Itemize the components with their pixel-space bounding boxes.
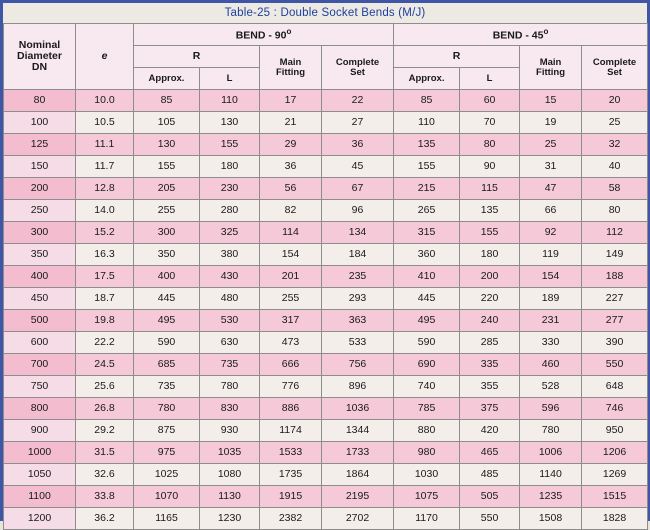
table-cell: 550 — [460, 508, 520, 530]
table-cell: 134 — [322, 222, 394, 244]
table-cell: 11.7 — [76, 156, 134, 178]
table-cell: 58 — [582, 178, 648, 200]
table-row — [4, 508, 648, 530]
table-cell: 31 — [520, 156, 582, 178]
table-cell: 96 — [322, 200, 394, 222]
table-cell: 70 — [460, 112, 520, 134]
table-cell: 1140 — [520, 464, 582, 486]
cell-nominal-diameter: 250 — [4, 200, 76, 222]
table-cell: 980 — [394, 442, 460, 464]
degree-sign-icon: o — [286, 26, 292, 36]
table-cell: 756 — [322, 354, 394, 376]
cell-nominal-diameter: 900 — [4, 420, 76, 442]
table-cell: 1735 — [260, 464, 322, 486]
table-cell: 36 — [260, 156, 322, 178]
cell-nominal-diameter: 350 — [4, 244, 76, 266]
table-cell: 255 — [260, 288, 322, 310]
header-cs90-line1: Complete — [335, 56, 380, 68]
header-approx-45: Approx. — [394, 68, 460, 90]
table-cell: 105 — [134, 112, 200, 134]
table-cell: 746 — [582, 398, 648, 420]
degree-sign-icon: o — [543, 26, 549, 36]
table-cell: 280 — [200, 200, 260, 222]
table-cell: 300 — [134, 222, 200, 244]
table-cell: 32 — [582, 134, 648, 156]
table-cell: 1230 — [200, 508, 260, 530]
header-cs45-line1: Complete — [592, 56, 637, 68]
header-l-90: L — [200, 68, 260, 90]
header-main-fitting-45 — [520, 46, 582, 90]
table-cell: 24.5 — [76, 354, 134, 376]
table-cell: 1036 — [322, 398, 394, 420]
table-cell: 26.8 — [76, 398, 134, 420]
table-cell: 505 — [460, 486, 520, 508]
table-cell: 780 — [200, 376, 260, 398]
table-cell: 80 — [460, 134, 520, 156]
table-cell: 317 — [260, 310, 322, 332]
page-title: Table-25 : Double Socket Bends (M/J) — [3, 3, 647, 23]
table-cell: 1733 — [322, 442, 394, 464]
table-cell: 550 — [582, 354, 648, 376]
header-mf45-line1: Main — [539, 56, 562, 68]
table-cell: 410 — [394, 266, 460, 288]
table-cell: 1533 — [260, 442, 322, 464]
header-complete-set-45 — [582, 46, 648, 90]
table-cell: 363 — [322, 310, 394, 332]
table-cell: 36.2 — [76, 508, 134, 530]
table-cell: 19.8 — [76, 310, 134, 332]
table-cell: 1864 — [322, 464, 394, 486]
table-cell: 10.0 — [76, 90, 134, 112]
table-row — [4, 90, 648, 112]
table-cell: 110 — [394, 112, 460, 134]
cell-nominal-diameter: 1000 — [4, 442, 76, 464]
table-cell: 201 — [260, 266, 322, 288]
table-cell: 18.7 — [76, 288, 134, 310]
table-row — [4, 112, 648, 134]
table-cell: 350 — [134, 244, 200, 266]
table-cell: 33.8 — [76, 486, 134, 508]
table-cell: 780 — [520, 420, 582, 442]
table-cell: 135 — [460, 200, 520, 222]
table-cell: 1025 — [134, 464, 200, 486]
cell-nominal-diameter: 700 — [4, 354, 76, 376]
header-complete-set-90 — [322, 46, 394, 90]
table-cell: 56 — [260, 178, 322, 200]
table-cell: 1174 — [260, 420, 322, 442]
table-cell: 335 — [460, 354, 520, 376]
table-cell: 15.2 — [76, 222, 134, 244]
table-cell: 40 — [582, 156, 648, 178]
table-cell: 180 — [200, 156, 260, 178]
header-e: e — [76, 24, 134, 90]
table-cell: 1828 — [582, 508, 648, 530]
table-cell: 930 — [200, 420, 260, 442]
cell-nominal-diameter: 80 — [4, 90, 76, 112]
header-cs45-line2: Set — [607, 66, 622, 78]
table-row — [4, 134, 648, 156]
table-cell: 189 — [520, 288, 582, 310]
table-cell: 67 — [322, 178, 394, 200]
table-cell: 1269 — [582, 464, 648, 486]
header-nd-line2: Diameter — [17, 49, 62, 62]
table-cell: 25 — [582, 112, 648, 134]
table-cell: 830 — [200, 398, 260, 420]
table-cell: 590 — [134, 332, 200, 354]
table-cell: 155 — [134, 156, 200, 178]
cell-nominal-diameter: 125 — [4, 134, 76, 156]
table-cell: 648 — [582, 376, 648, 398]
table-cell: 11.1 — [76, 134, 134, 156]
table-cell: 465 — [460, 442, 520, 464]
table-cell: 430 — [200, 266, 260, 288]
table-cell: 2195 — [322, 486, 394, 508]
table-cell: 590 — [394, 332, 460, 354]
table-cell: 390 — [582, 332, 648, 354]
header-mf45-line2: Fitting — [536, 66, 566, 78]
table-cell: 154 — [520, 266, 582, 288]
table-cell: 265 — [394, 200, 460, 222]
table-cell: 975 — [134, 442, 200, 464]
table-cell: 380 — [200, 244, 260, 266]
table-row — [4, 222, 648, 244]
header-nd-line1: Nominal — [18, 38, 61, 51]
header-nd-line3: DN — [31, 61, 48, 73]
table-cell: 22.2 — [76, 332, 134, 354]
header-cs90-line2: Set — [350, 66, 365, 78]
table-row — [4, 200, 648, 222]
table-cell: 29.2 — [76, 420, 134, 442]
table-row — [4, 376, 648, 398]
table-cell: 154 — [260, 244, 322, 266]
table-row — [4, 486, 648, 508]
table-cell: 119 — [520, 244, 582, 266]
table-cell: 32.6 — [76, 464, 134, 486]
table-cell: 473 — [260, 332, 322, 354]
cell-nominal-diameter: 150 — [4, 156, 76, 178]
header-r-45: R — [394, 46, 520, 68]
table-cell: 1080 — [200, 464, 260, 486]
table-cell: 950 — [582, 420, 648, 442]
table-cell: 130 — [200, 112, 260, 134]
cell-nominal-diameter: 600 — [4, 332, 76, 354]
cell-nominal-diameter: 1100 — [4, 486, 76, 508]
header-l-45: L — [460, 68, 520, 90]
table-cell: 630 — [200, 332, 260, 354]
table-cell: 66 — [520, 200, 582, 222]
table-row — [4, 332, 648, 354]
header-bend-90-label: BEND - 90 — [235, 29, 287, 42]
table-cell: 886 — [260, 398, 322, 420]
table-cell: 12.8 — [76, 178, 134, 200]
table-cell: 360 — [394, 244, 460, 266]
table-row — [4, 244, 648, 266]
table-cell: 31.5 — [76, 442, 134, 464]
table-cell: 776 — [260, 376, 322, 398]
table-cell: 82 — [260, 200, 322, 222]
header-approx-90: Approx. — [134, 68, 200, 90]
table-cell: 1235 — [520, 486, 582, 508]
table-cell: 255 — [134, 200, 200, 222]
table-cell: 90 — [460, 156, 520, 178]
table-cell: 1508 — [520, 508, 582, 530]
table-cell: 45 — [322, 156, 394, 178]
table-cell: 285 — [460, 332, 520, 354]
table-cell: 17.5 — [76, 266, 134, 288]
table-cell: 27 — [322, 112, 394, 134]
table-cell: 1206 — [582, 442, 648, 464]
table-cell: 690 — [394, 354, 460, 376]
table-cell: 1344 — [322, 420, 394, 442]
table-cell: 735 — [200, 354, 260, 376]
table-cell: 445 — [134, 288, 200, 310]
table-cell: 85 — [134, 90, 200, 112]
table-cell: 375 — [460, 398, 520, 420]
table-cell: 1006 — [520, 442, 582, 464]
table-cell: 485 — [460, 464, 520, 486]
table-cell: 2382 — [260, 508, 322, 530]
header-bend-45 — [394, 24, 648, 46]
table-cell: 130 — [134, 134, 200, 156]
table-cell: 92 — [520, 222, 582, 244]
table-cell: 47 — [520, 178, 582, 200]
table-cell: 215 — [394, 178, 460, 200]
table-cell: 666 — [260, 354, 322, 376]
table-cell: 135 — [394, 134, 460, 156]
table-row — [4, 266, 648, 288]
table-row — [4, 178, 648, 200]
table-row — [4, 420, 648, 442]
table-cell: 1075 — [394, 486, 460, 508]
table-cell: 227 — [582, 288, 648, 310]
table-cell: 330 — [520, 332, 582, 354]
table-cell: 735 — [134, 376, 200, 398]
table-cell: 110 — [200, 90, 260, 112]
table-cell: 785 — [394, 398, 460, 420]
table-cell: 115 — [460, 178, 520, 200]
table-cell: 231 — [520, 310, 582, 332]
header-r-90: R — [134, 46, 260, 68]
table-cell: 875 — [134, 420, 200, 442]
table-cell: 240 — [460, 310, 520, 332]
table-cell: 533 — [322, 332, 394, 354]
table-row — [4, 288, 648, 310]
table-row — [4, 398, 648, 420]
cell-nominal-diameter: 1200 — [4, 508, 76, 530]
table-cell: 112 — [582, 222, 648, 244]
table-cell: 184 — [322, 244, 394, 266]
table-cell: 22 — [322, 90, 394, 112]
table-cell: 445 — [394, 288, 460, 310]
header-bend-45-label: BEND - 45 — [492, 29, 544, 42]
table-cell: 10.5 — [76, 112, 134, 134]
table-row — [4, 464, 648, 486]
header-nominal-diameter — [4, 24, 76, 90]
table-cell: 188 — [582, 266, 648, 288]
table-cell: 1170 — [394, 508, 460, 530]
table-cell: 85 — [394, 90, 460, 112]
table-cell: 528 — [520, 376, 582, 398]
table-header — [4, 24, 648, 90]
table-cell: 277 — [582, 310, 648, 332]
cell-nominal-diameter: 500 — [4, 310, 76, 332]
table-cell: 740 — [394, 376, 460, 398]
table-cell: 14.0 — [76, 200, 134, 222]
table-cell: 149 — [582, 244, 648, 266]
table-cell: 36 — [322, 134, 394, 156]
table-cell: 25.6 — [76, 376, 134, 398]
table-cell: 1165 — [134, 508, 200, 530]
table-cell: 1035 — [200, 442, 260, 464]
table-cell: 1130 — [200, 486, 260, 508]
table-row — [4, 442, 648, 464]
table-cell: 155 — [200, 134, 260, 156]
cell-nominal-diameter: 800 — [4, 398, 76, 420]
table-cell: 420 — [460, 420, 520, 442]
table-cell: 230 — [200, 178, 260, 200]
table-cell: 2702 — [322, 508, 394, 530]
table-cell: 355 — [460, 376, 520, 398]
table-cell: 114 — [260, 222, 322, 244]
cell-nominal-diameter: 100 — [4, 112, 76, 134]
table-cell: 220 — [460, 288, 520, 310]
table-cell: 780 — [134, 398, 200, 420]
table-cell: 16.3 — [76, 244, 134, 266]
table-cell: 293 — [322, 288, 394, 310]
table-cell: 685 — [134, 354, 200, 376]
cell-nominal-diameter: 200 — [4, 178, 76, 200]
table-cell: 25 — [520, 134, 582, 156]
cell-nominal-diameter: 300 — [4, 222, 76, 244]
cell-nominal-diameter: 750 — [4, 376, 76, 398]
header-row-1 — [4, 24, 648, 46]
table-cell: 200 — [460, 266, 520, 288]
table-cell: 17 — [260, 90, 322, 112]
table-cell: 15 — [520, 90, 582, 112]
cell-nominal-diameter: 400 — [4, 266, 76, 288]
cell-nominal-diameter: 1050 — [4, 464, 76, 486]
table-cell: 20 — [582, 90, 648, 112]
table-cell: 325 — [200, 222, 260, 244]
double-socket-bends-table — [3, 23, 648, 530]
table-row — [4, 310, 648, 332]
table-cell: 596 — [520, 398, 582, 420]
table-cell: 880 — [394, 420, 460, 442]
table-cell: 19 — [520, 112, 582, 134]
table-cell: 1915 — [260, 486, 322, 508]
table-cell: 60 — [460, 90, 520, 112]
table-cell: 896 — [322, 376, 394, 398]
table-cell: 180 — [460, 244, 520, 266]
table-cell: 480 — [200, 288, 260, 310]
table-cell: 460 — [520, 354, 582, 376]
table-cell: 21 — [260, 112, 322, 134]
table-cell: 1515 — [582, 486, 648, 508]
table-cell: 155 — [460, 222, 520, 244]
table-row — [4, 354, 648, 376]
table-cell: 495 — [394, 310, 460, 332]
table-cell: 315 — [394, 222, 460, 244]
table-cell: 155 — [394, 156, 460, 178]
table-cell: 29 — [260, 134, 322, 156]
table-cell: 495 — [134, 310, 200, 332]
header-bend-90 — [134, 24, 394, 46]
table-cell: 80 — [582, 200, 648, 222]
header-main-fitting-90 — [260, 46, 322, 90]
table-cell: 235 — [322, 266, 394, 288]
header-mf90-line2: Fitting — [275, 66, 305, 78]
table-row — [4, 156, 648, 178]
table-cell: 1030 — [394, 464, 460, 486]
table-cell: 205 — [134, 178, 200, 200]
table-cell: 1070 — [134, 486, 200, 508]
table-cell: 530 — [200, 310, 260, 332]
table-cell: 400 — [134, 266, 200, 288]
cell-nominal-diameter: 450 — [4, 288, 76, 310]
header-mf90-line1: Main — [279, 56, 302, 68]
table-body — [4, 90, 648, 530]
